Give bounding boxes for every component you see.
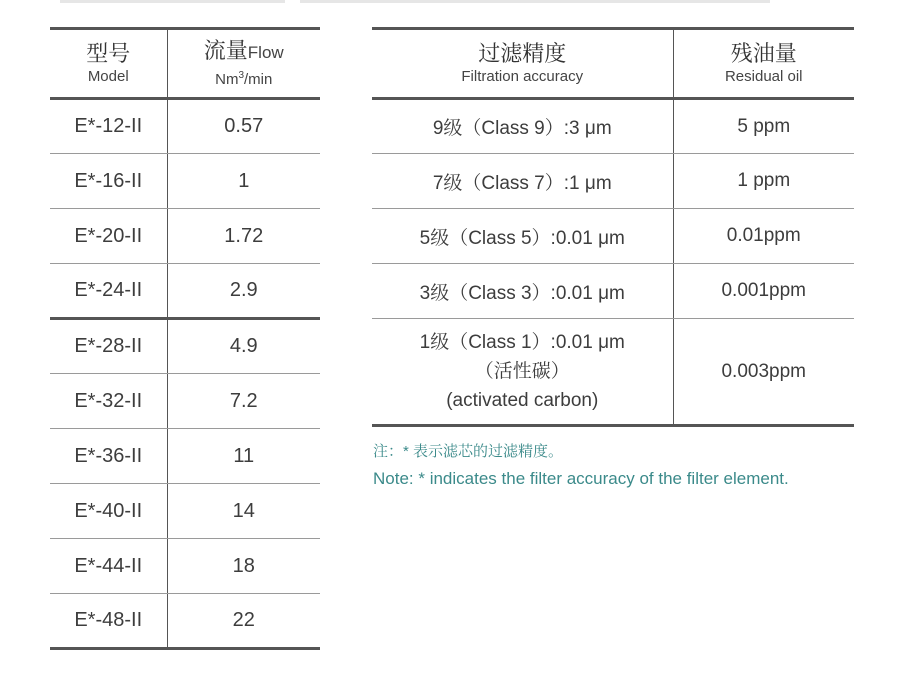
flow-cell: 22 xyxy=(167,594,320,649)
flow-column-header xyxy=(167,29,320,99)
table-row xyxy=(372,154,854,209)
model-column-header xyxy=(50,29,167,99)
flow-cell: 7.2 xyxy=(167,374,320,429)
oil-column-header xyxy=(673,29,854,99)
flow-cell: 18 xyxy=(167,539,320,594)
model-header-zh: 型号 xyxy=(86,40,131,66)
flow-cell: 14 xyxy=(167,484,320,539)
model-header-en: Model xyxy=(87,67,129,85)
accuracy-cell: 9级（Class 9）:3 μm xyxy=(372,99,673,154)
accuracy-header-zh: 过滤精度 xyxy=(478,40,567,66)
oil-header-en: Residual oil xyxy=(724,67,803,85)
table-row xyxy=(372,99,854,154)
flow-header-zh: 流量 xyxy=(203,37,248,63)
flow-cell: 2.9 xyxy=(167,264,320,319)
accuracy-header-en: Filtration accuracy xyxy=(461,67,584,85)
flow-cell: 11 xyxy=(167,429,320,484)
model-cell: E*-48-II xyxy=(50,594,167,649)
filtration-table xyxy=(372,27,854,427)
model-cell: E*-16-II xyxy=(50,154,167,209)
accuracy-line: 1级（Class 1）:0.01 μm xyxy=(419,332,625,353)
model-cell: E*-12-II xyxy=(50,99,167,154)
oil-cell: 5 ppm xyxy=(673,99,854,154)
accuracy-line: (activated carbon) xyxy=(446,390,599,411)
table-row xyxy=(372,264,854,319)
table-row xyxy=(372,319,854,426)
accuracy-cell: 7级（Class 7）:1 μm xyxy=(372,154,673,209)
table-row xyxy=(372,209,854,264)
model-cell: E*-40-II xyxy=(50,484,167,539)
oil-cell: 1 ppm xyxy=(673,154,854,209)
flow-cell: 1 xyxy=(167,154,320,209)
model-flow-table xyxy=(50,27,320,650)
table-row xyxy=(50,594,320,649)
flow-header-unit: Nm$^3$/min xyxy=(215,69,273,88)
table-row xyxy=(50,539,320,594)
filter-table-header-row xyxy=(372,29,854,99)
model-table-header-row xyxy=(50,29,320,99)
note-en: Note: * indicates the filter accuracy of the filter element. xyxy=(373,469,789,488)
model-cell: E*-36-II xyxy=(50,429,167,484)
flow-cell: 4.9 xyxy=(167,319,320,374)
table-row xyxy=(50,374,320,429)
table-row xyxy=(50,319,320,374)
accuracy-cell: 5级（Class 5）:0.01 μm xyxy=(372,209,673,264)
oil-cell: 0.01ppm xyxy=(673,209,854,264)
top-decor-line-right xyxy=(300,0,770,3)
flow-cell: 0.57 xyxy=(167,99,320,154)
model-cell: E*-28-II xyxy=(50,319,167,374)
table-row xyxy=(50,429,320,484)
flow-header-en: Flow xyxy=(247,42,284,62)
accuracy-cell xyxy=(372,319,673,426)
accuracy-column-header xyxy=(372,29,673,99)
oil-cell: 0.003ppm xyxy=(673,319,854,426)
accuracy-line: （活性碳） xyxy=(474,361,570,382)
model-cell: E*-44-II xyxy=(50,539,167,594)
model-cell: E*-24-II xyxy=(50,264,167,319)
flow-cell: 1.72 xyxy=(167,209,320,264)
note-zh: 注：* 表示滤芯的过滤精度。 xyxy=(373,443,564,460)
accuracy-cell: 3级（Class 3）:0.01 μm xyxy=(372,264,673,319)
oil-cell: 0.001ppm xyxy=(673,264,854,319)
table-row xyxy=(50,209,320,264)
table-row xyxy=(50,264,320,319)
model-cell: E*-20-II xyxy=(50,209,167,264)
model-cell: E*-32-II xyxy=(50,374,167,429)
table-row xyxy=(50,154,320,209)
table-row xyxy=(50,484,320,539)
table-row xyxy=(50,99,320,154)
oil-header-zh: 残油量 xyxy=(730,40,797,66)
top-decor-line-left xyxy=(60,0,285,3)
